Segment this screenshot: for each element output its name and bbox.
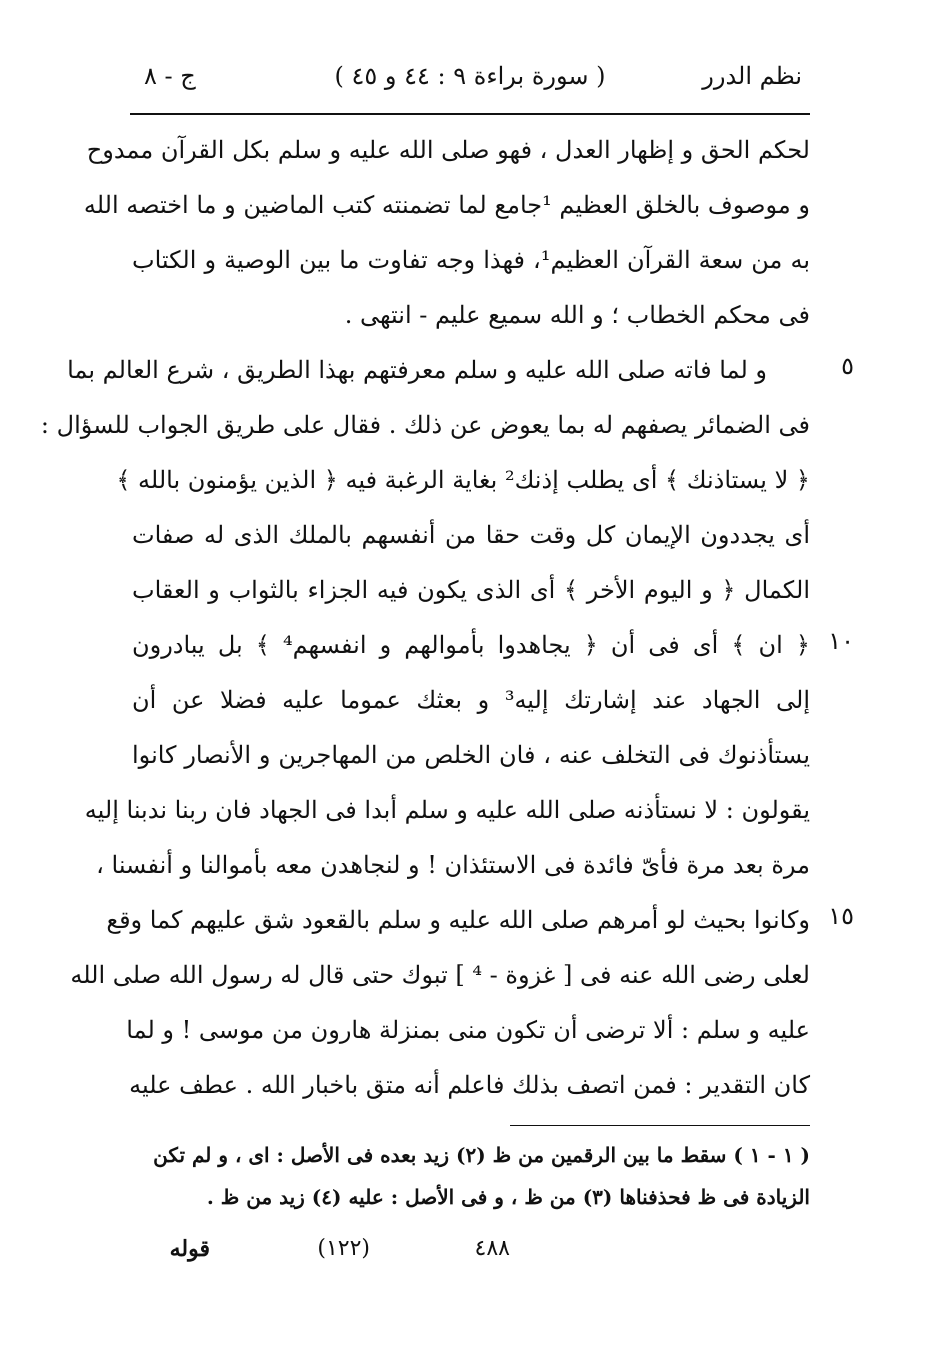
text-line: به من سعة القرآن العظيم¹، فهذا وجه تفاوت ما بين الوصية و الكتاب: [132, 246, 811, 274]
text-line: لحكم الحق و إظهار العدل ، فهو صلى الله عليه و سلم بكل القرآن ممدوح: [86, 136, 810, 164]
line-number: ٥: [841, 352, 854, 380]
text-line: و موصوف بالخلق العظيم ¹جامع لما تضمنته كتب الماضين و ما اختصه الله: [83, 191, 810, 219]
line-number: ١٠: [828, 627, 854, 655]
text-line: فى الضمائر يصفهم له بما يعوض عن ذلك . فقال على طريق الجواب للسؤال :: [40, 411, 810, 439]
page-footer: [132, 1236, 810, 1276]
footnote-line: الزيادة فى ظ فحذفناها (٣) من ظ ، و فى الأصل : عليه (٤) زيد من ظ .: [206, 1185, 810, 1209]
text-line: و لما فاته صلى الله عليه و سلم معرفتهم بهذا الطريق ، شرع العالم بما: [67, 356, 767, 384]
footnote-line: ( ١ - ١ ) سقط ما بين الرقمين من ظ (٢) زيد بعده فى الأصل : اى ، و لم تكن: [153, 1143, 810, 1167]
text-line: وكانوا بحيث لو أمرهم صلى الله عليه و سلم بالقعود شق عليهم كما وقع: [106, 906, 810, 934]
page-number: ٤٨٨: [474, 1236, 510, 1261]
book-title: نظم الدرر: [702, 62, 802, 90]
text-line: الكمال ﴿ و اليوم الأخر ﴾ أى الذى يكون فيه الجزاء بالثواب و العقاب: [132, 576, 810, 604]
text-line: يقولون : لا نستأذنه صلى الله عليه و سلم أبدا فى الجهاد فان ربنا ندبنا إليه: [84, 796, 810, 824]
catchword: قوله: [169, 1236, 210, 1262]
text-line: يستأذنوك فى التخلف عنه ، فان الخلص من المهاجرين و الأنصار كانوا: [132, 741, 810, 769]
surah-reference: ( سورة براءة ٩ : ٤٤ و ٤٥ ): [334, 62, 606, 90]
text-line: فى محكم الخطاب ؛ و الله سميع عليم - انتهى .: [344, 301, 810, 329]
footnote-rule: [510, 1125, 810, 1126]
volume-label: ج - ٨: [144, 62, 196, 90]
text-line: ﴿ لا يستاذنك ﴾ أى يطلب إذنك² بغاية الرغبة فيه ﴿ الذين يؤمنون بالله ﴾: [116, 466, 810, 494]
text-line: ﴿ ان ﴾ أى فى أن ﴿ يجاهدوا بأموالهم و انفسهم⁴ ﴾ بل يبادرون: [132, 631, 810, 659]
text-line: مرة بعد مرة فأىّ فائدة فى الاستئذان ! و لنجاهدن معه بأموالنا و أنفسنا ،: [96, 851, 810, 879]
text-line: كان التقدير : فمن اتصف بذلك فاعلم أنه متق باخبار الله . عطف عليه: [129, 1071, 810, 1099]
text-line: عليه و سلم : ألا ترضى أن تكون منى بمنزلة هارون من موسى ! و لما: [126, 1016, 810, 1044]
running-header: [130, 52, 810, 102]
text-line: لعلى رضى الله عنه فى [ غزوة - ⁴ ] تبوك حتى قال له رسول الله صلى الله: [70, 961, 810, 989]
part-number: (١٢٢): [317, 1236, 370, 1261]
line-number: ١٥: [828, 902, 854, 930]
text-line: أى يجددون الإيمان كل وقت حقا من أنفسهم بالملك الذى له صفات: [132, 521, 810, 549]
text-line: إلى الجهاد عند إشارتك إليه³ و بعثك عموما عليه فضلا عن أن: [132, 686, 811, 714]
header-rule: [130, 113, 810, 115]
